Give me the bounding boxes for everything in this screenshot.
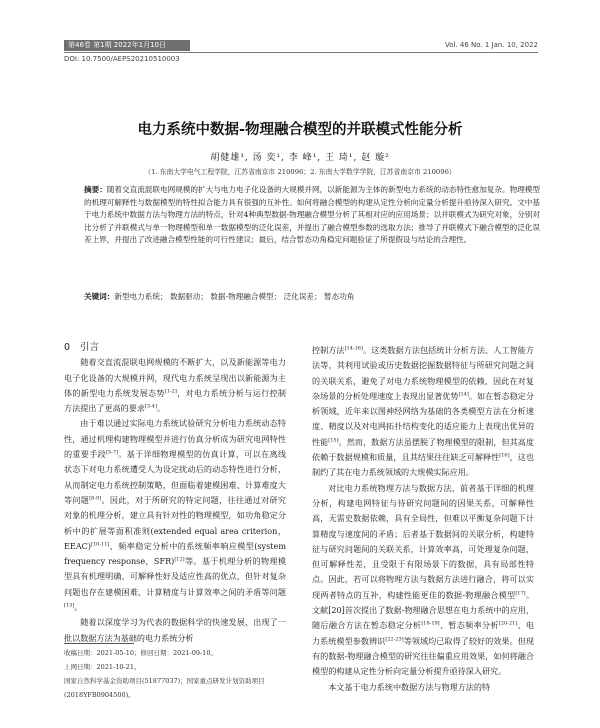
keywords-label: 关键词：: [84, 292, 115, 301]
abstract-text: 随着交直流混联电网规模的扩大与电力电子化设备的大规模并网，以新能源为主体的新型电力系统的动态特性愈加复杂。物理模型的机理可解释性与数据模型的特性拟合能力具有很强的互补性。如何将融合模型的构建从定性分析向定量分析提升亟待深入研究。文中基于电力系统中数据方法与物理方法的特点，针对4种典型数据-物理融合模型分析了其相对应的应用场景；以并联模式为研究对象，分别对比分析了并联模式与单一物理模型和单一数据模型的泛化误差，并提出了融合模型参数的选取方法；推导了并联模式下融合模型的泛化误差上界，并提出了改进融合模型性能的可行性建议；最后，结合暂态功角稳定问题验证了所提假设与结论的合理性。: [84, 185, 541, 245]
right-column: [312, 343, 534, 695]
abstract: [84, 184, 540, 247]
article-title: 电力系统中数据-物理融合模型的并联模式性能分析: [137, 122, 463, 138]
section-heading-intro: [64, 340, 286, 355]
journal-issue-english: Vol. 46 No. 1 Jan. 10, 2022: [445, 41, 538, 49]
section-number: 0: [64, 342, 71, 353]
right-paragraph-2: 对比电力系统物理方法与数据方法，前者基于详细的机理分析，构建电网特征与待研究问题间的因果关系，可解释性高，无需史数据依赖，具有全局性，但难以平衡复杂问题下计算精度与速度间的矛盾；后者基于数据间的关联分析，构建特征与研究问题间的关联关系，计算效率高，可处理复杂问题，但可解释性差，且受限于有限场景下的数据，具有局部性特点。因此，若可以将物理方法与数据方法进行融合，将可以实现两者特点的互补，构建性能更佳的数据-物理融合模型[17]。文献[20]首次提出了数据-物理融合思想在电力系统中的应用，随后融合方法在暂态稳定分析[18-19]、暂态频率分析[20-21]、电力系统模型参数辨识[22-23]等领域均已取得了较好的效果。但现有的数据-物理融合模型的研究往往偏重应用效果，如何将融合模型的构建从定性分析向定量分析提升亟待深入研究。: [312, 482, 534, 677]
footnote-online: 上网日期：2021-10-21。: [64, 663, 141, 671]
affiliations: （1. 东南大学电气工程学院，江苏省南京市 210096；2. 东南大学数学学院，江苏省南京市 210096）: [144, 168, 456, 176]
keywords: [84, 291, 540, 303]
author-list: 胡健雄¹, 汤 奕¹, 李 峰¹, 王 琦¹, 赵 璇²: [210, 153, 390, 163]
abstract-label: 摘要：: [84, 185, 107, 194]
footnotes: [64, 646, 290, 702]
left-column: [64, 340, 286, 646]
journal-issue-badge: 第46卷 第1期 2022年1月10日: [64, 40, 190, 51]
intro-paragraph-3: 随着以深度学习为代表的数据科学的快速发展，出现了一批以数据方法为基础的电力系统分析: [64, 617, 286, 643]
keywords-text: 新型电力系统； 数据驱动； 数据-物理融合模型； 泛化误差； 暂态功角: [114, 292, 355, 301]
doi: DOI: 10.7500/AEPS20210510003: [64, 55, 180, 63]
section-title: 引言: [80, 342, 100, 353]
right-paragraph-3: 本文基于电力系统中数据方法与物理方法的特: [328, 681, 491, 692]
right-paragraph-1: 控制方法[14-16]。这类数据方法包括统计分析方法、人工智能方法等，其利用试验或历史数据挖掘数据特征与所研究问题之间的关联关系，避免了对电力系统物理模型的依赖，因此在对复杂场景的分析处理速度上表现出显著优势[14]。如在暂态稳定分析领域，近年来以图神经网络为基础的各类模型方法在分析速度、精度以及对电网拓扑结构变化的适应能力上表现出优异的性能[15]。然而，数据方法虽摆脱了物理模型的限制，但其高度依赖于数据规模和质量，且其结果往往缺乏可解释性[16]，这也制约了其在电力系统领域的大规模实际应用。: [312, 345, 534, 478]
intro-paragraph-1: 随着交直流混联电网规模的不断扩大，以及新能源等电力电子化设备的大规模并网，现代电力系统呈现出以新能源为主体的新型电力系统发展态势[1-2]，对电力系统分析与运行控制方法提出了更高的要求[3-4]。: [64, 357, 286, 414]
footnote-funding: 国家自然科学基金资助项目(51877037)；国家重点研发计划资助项目(2018YFB0904500)。: [64, 677, 265, 699]
footnote-divider: [64, 643, 134, 644]
footnote-received: 收稿日期：2021-05-10；修回日期：2021-09-10。: [64, 649, 217, 657]
intro-paragraph-2: 由于难以通过实际电力系统试验研究分析电力系统动态特性，通过机理构建物理模型并进行仿真分析成为研究电网特性的重要手段[5-7]。基于详细物理模型的仿真计算，可以在离线状态下对电力系统遭受人为设定扰动后的动态特性进行分析，从而制定电力系统控制策略，但面临着建模困难、计算难度大等问题[8-9]。因此，对于所研究的特定问题，往往通过对研究对象的机理分析，建立具有针对性的物理模型，如功角稳定分析中的扩展等面积准则(extended equal area criterion，EEAC)[10-11]、频率稳定分析中的系统频率响应模型(system frequency response，SFR)[12]等。基于机理分析的物理模型具有机理明确、可解释性好及适应性高的优点，但针对复杂问题也存在建模困难、计算精度与计算效率之间的矛盾等问题[13]。: [64, 418, 286, 613]
header-divider: [64, 52, 538, 53]
